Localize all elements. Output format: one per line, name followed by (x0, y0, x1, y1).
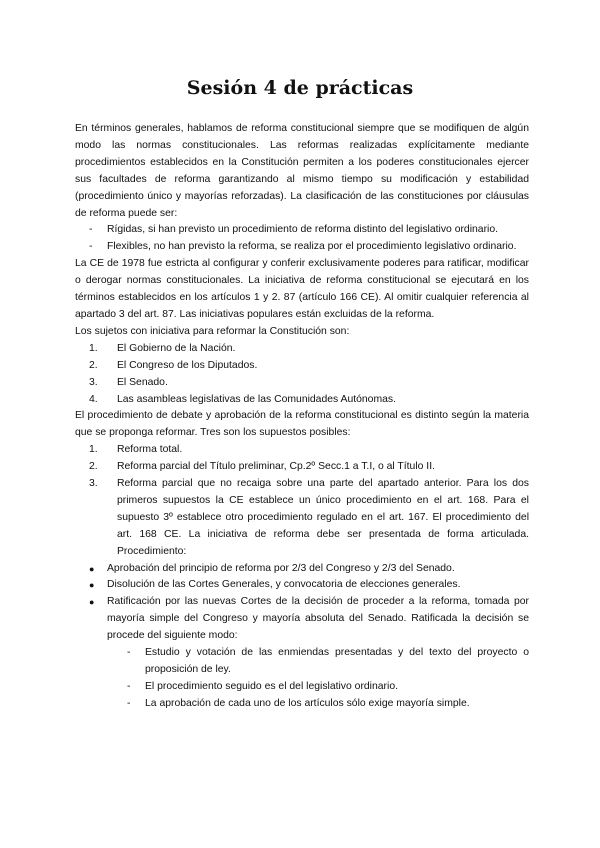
intro-paragraph: En términos generales, hablamos de reforma constitucional siempre que se modifiquen de algún modo las normas constitucionales. Las reformas realizadas explícitamente mediante procedimientos establecidos en la Constitución permiten a los poderes constitucionales ejercer sus facultades de reforma garantizando al mismo tiempo su modificación y estabilidad (procedimiento único y mayorías reforzadas). La clasificación de las constituciones por cláusulas de reforma puede ser: (75, 123, 529, 219)
cases-list (75, 442, 529, 560)
list-item (75, 459, 529, 476)
subjects-intro: Los sujetos con iniciativa para reformar la Constitución son: (75, 325, 350, 337)
list-item-text: La aprobación de cada uno de los artículos sólo exige mayoría simple. (145, 697, 470, 709)
list-item (75, 696, 529, 713)
procedure-list (75, 561, 529, 646)
steps-list (75, 645, 529, 713)
list-item-text: Rígidas, si han previsto un procedimiento de reforma distinto del legislativo ordinario. (107, 224, 499, 236)
list-marker: - (127, 680, 131, 692)
list-marker: 4. (89, 393, 98, 405)
list-item (75, 594, 529, 645)
list-item-text: El Gobierno de la Nación. (117, 342, 236, 354)
list-item (75, 375, 529, 392)
list-marker: - (127, 697, 131, 709)
list-marker: 2. (89, 359, 98, 371)
list-item-text: Estudio y votación de las enmiendas presentadas y del texto del proyecto o proposición de ley. (145, 647, 529, 675)
list-item-text: Las asambleas legislativas de las Comunidades Autónomas. (117, 393, 396, 405)
subjects-list (75, 341, 529, 409)
list-marker: 1. (89, 342, 98, 354)
list-item (75, 239, 529, 256)
list-marker: 1. (89, 444, 98, 456)
list-item-text: Reforma parcial que no recaiga sobre una parte del apartado anterior. Para los dos primeros supuestos la CE establece un único procedimiento en el art. 168. Para el supuesto 3º establece otro procedimiento regulado en el art. 167. El procedimiento del art. 168 CE. La iniciativa de reforma debe ser presentada de forma articulada. Procedimiento: (117, 478, 529, 557)
list-item-text: El Senado. (117, 376, 168, 388)
list-item-text: El procedimiento seguido es el del legislativo ordinario. (145, 680, 398, 692)
page-title: Sesión 4 de prácticas (186, 77, 414, 99)
list-marker: - (89, 241, 93, 253)
list-item (75, 358, 529, 375)
bullet-icon: ● (89, 597, 95, 608)
list-item-text: Aprobación del principio de reforma por 2/3 del Congreso y 2/3 del Senado. (107, 562, 455, 574)
list-marker: 3. (89, 478, 98, 490)
list-marker: - (89, 224, 93, 236)
list-marker: 2. (89, 461, 98, 473)
list-item-text: Disolución de las Cortes Generales, y convocatoria de elecciones generales. (107, 579, 461, 591)
list-item (75, 476, 529, 561)
list-item (75, 679, 529, 696)
ce-1978-paragraph: La CE de 1978 fue estricta al configurar y conferir exclusivamente poderes para ratificar, modificar o derogar normas constitucionales. La iniciativa de reforma constitucional se ejecutará en los términos establecidos en los artículos 1 y 2. 87 (artículo 166 CE). Al omitir cualquier referencia al apartado 3 del art. 87. Las iniciativas populares están excluidas de la reforma. (75, 258, 529, 320)
list-marker: 3. (89, 376, 98, 388)
bullet-icon: ● (89, 563, 95, 574)
classification-list (75, 222, 529, 256)
list-item-text: El Congreso de los Diputados. (117, 359, 258, 371)
list-item (75, 561, 529, 578)
list-item-text: Reforma total. (117, 444, 183, 456)
list-item (75, 577, 529, 594)
list-item (75, 645, 529, 679)
list-item (75, 442, 529, 459)
list-item-text: Reforma parcial del Título preliminar, Cp.2º Secc.1 a T.I, o al Título II. (117, 461, 435, 473)
list-item (75, 392, 529, 409)
procedure-intro: El procedimiento de debate y aprobación de la reforma constitucional es distinto según la materia que se proponga reformar. Tres son los supuestos posibles: (75, 410, 529, 439)
list-item (75, 341, 529, 358)
list-item (75, 222, 529, 239)
list-marker: - (127, 647, 131, 659)
bullet-icon: ● (89, 580, 95, 591)
list-item-text: Ratificación por las nuevas Cortes de la decisión de proceder a la reforma, tomada por mayoría simple del Congreso y mayoría absoluta del Senado. Ratificada la decisión se procede del siguiente modo: (107, 596, 529, 642)
list-item-text: Flexibles, no han previsto la reforma, se realiza por el procedimiento legislativo ordinario. (107, 241, 517, 253)
document-body (75, 121, 529, 713)
